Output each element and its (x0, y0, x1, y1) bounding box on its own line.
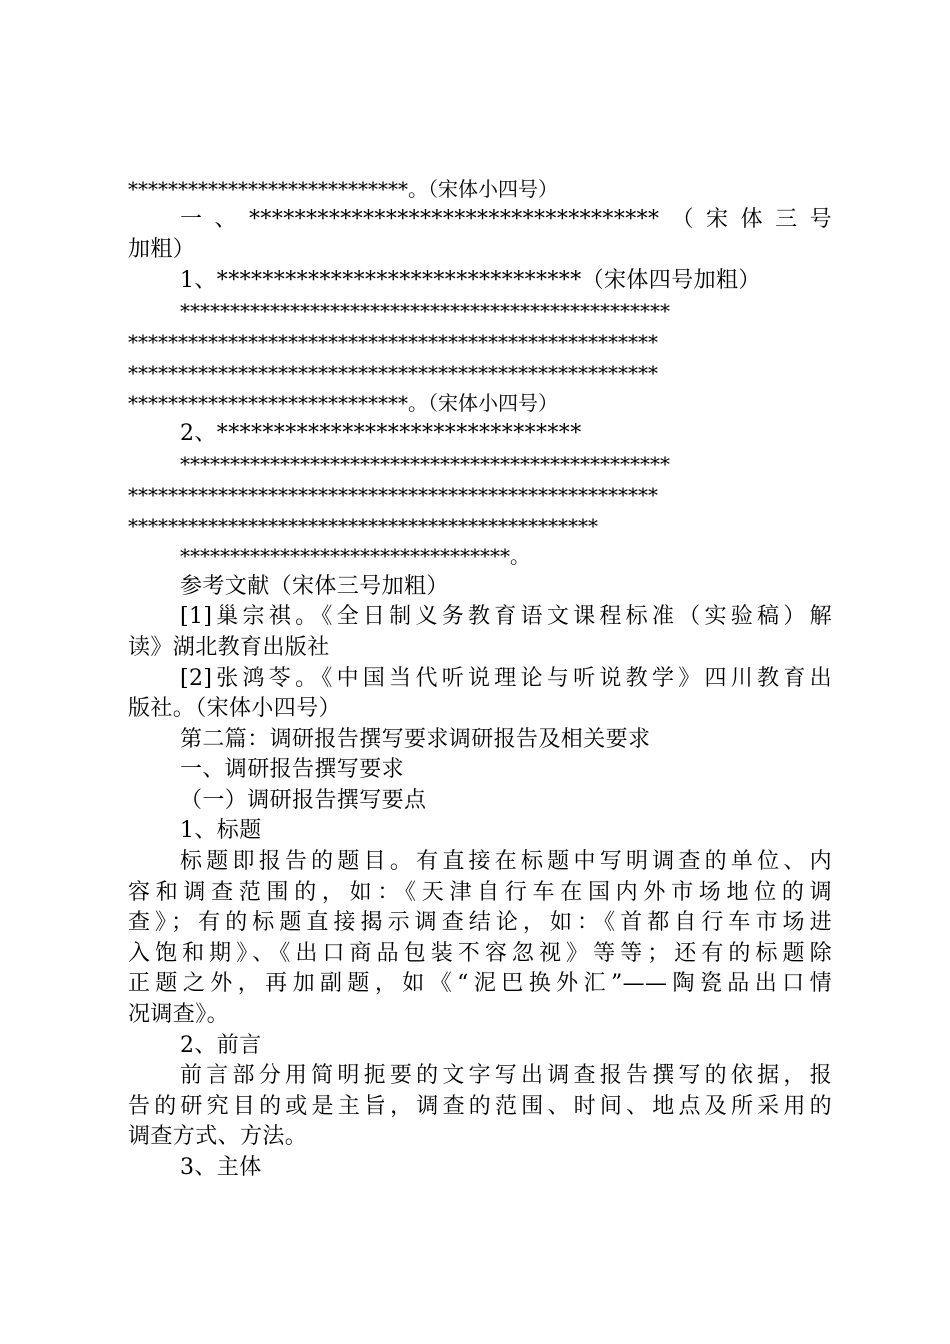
text-line: 2、前言 (180, 1032, 262, 1058)
text-line: 读》湖北教育出版社 (128, 634, 330, 660)
text-line: 3、主体 (180, 1155, 262, 1180)
text-line: 一、调研报告撰写要求 (180, 757, 405, 783)
text-line: 2、******************************** (180, 420, 582, 446)
text-line: 第二篇：调研报告撰写要求调研报告及相关要求 (180, 726, 651, 752)
text-line: 参考文献（宋体三号加粗） (180, 573, 449, 599)
text-line: [1]巢宗祺。《全日制义务教育语文课程标准（实验稿）解 (180, 604, 832, 630)
text-line: *********************************。 (180, 544, 530, 569)
text-line: *********************************************** (128, 513, 598, 538)
text-line: 前言部分用简明扼要的文字写出调查报告撰写的依据，报 (180, 1063, 832, 1089)
text-line: 1、标题 (180, 818, 262, 844)
text-line: 告的研究目的或是主旨，调查的范围、时间、地点及所采用的 (128, 1093, 832, 1119)
text-line: ************************************************* (180, 452, 670, 477)
text-line: ****************************。（宋体小四号） (128, 391, 558, 416)
text-line: 版社。（宋体小四号） (128, 696, 342, 722)
text-line: 况调查》。 (128, 1002, 230, 1028)
text-line: ***************************************************** (128, 360, 658, 385)
text-line: ***************************************************** (128, 482, 658, 507)
text-line: 调查方式、方法。 (128, 1124, 308, 1150)
text-line: ****************************。（宋体小四号） (128, 177, 558, 201)
document-page (128, 174, 832, 1184)
text-line: 正题之外，再加副题，如《“泥巴换外汇”——陶瓷品出口情 (128, 971, 832, 997)
text-line: 一、************************************（宋体三号 (180, 206, 832, 232)
text-line: 入饱和期》、《出口商品包装不容忽视》等等；还有的标题除 (128, 940, 832, 966)
text-line: 标题即报告的题目。有直接在标题中写明调查的单位、内 (180, 849, 832, 875)
text-line: 查》；有的标题直接揭示调查结论，如：《首都自行车市场进 (128, 910, 832, 936)
text-line: 1、********************************（宋体四号加粗） (180, 267, 761, 293)
text-line: 容和调查范围的，如：《天津自行车在国内外市场地位的调 (128, 879, 832, 905)
text-line: （一）调研报告撰写要点 (180, 787, 427, 813)
text-line: 加粗） (128, 237, 196, 263)
text-line: ***************************************************** (128, 329, 658, 354)
text-line: [2]张鸿苓。《中国当代听说理论与听说教学》四川教育出 (180, 665, 832, 691)
text-line: ************************************************* (180, 299, 670, 324)
